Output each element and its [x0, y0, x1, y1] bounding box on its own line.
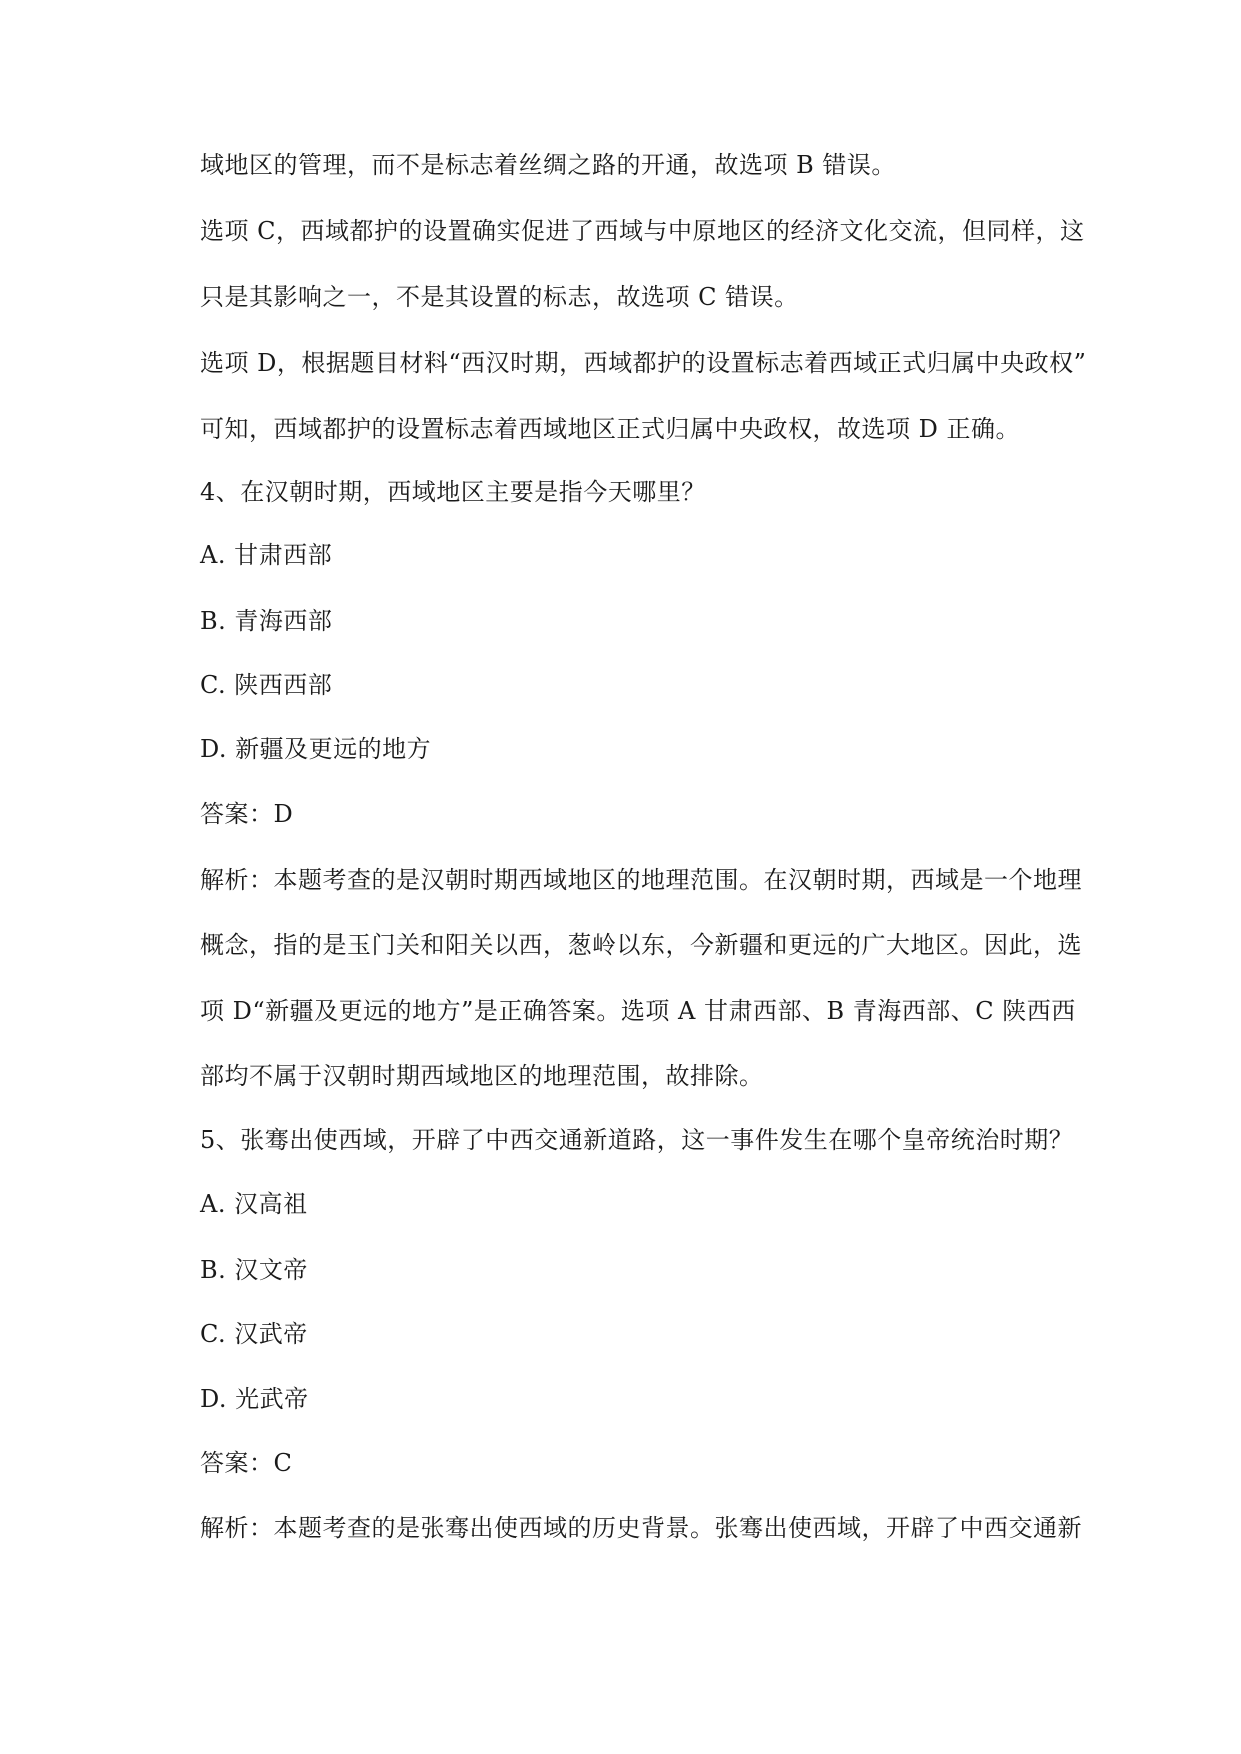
question-4-option-b: B. 青海西部: [200, 607, 333, 635]
question-4-analysis-line: 解析：本题考查的是汉朝时期西域地区的地理范围。在汉朝时期，西域是一个地理: [200, 866, 1082, 894]
question-4-option-a: A. 甘肃西部: [200, 541, 333, 569]
question-5-option-c: C. 汉武帝: [200, 1320, 308, 1348]
question-5-option-d: D. 光武帝: [200, 1385, 309, 1413]
question-5-answer: 答案：C: [200, 1449, 293, 1477]
question-5-analysis-line: 解析：本题考查的是张骞出使西域的历史背景。张骞出使西域，开辟了中西交通新: [200, 1514, 1082, 1542]
question-5-stem: 5、张骞出使西域，开辟了中西交通新道路，这一事件发生在哪个皇帝统治时期？: [200, 1126, 1074, 1154]
text-line: 选项 C，西域都护的设置确实促进了西域与中原地区的经济文化交流，但同样，这: [200, 217, 1085, 245]
question-5-option-b: B. 汉文帝: [200, 1256, 308, 1284]
question-5-option-a: A. 汉高祖: [200, 1190, 308, 1218]
question-4-answer: 答案：D: [200, 800, 294, 828]
text-line: 只是其影响之一，不是其设置的标志，故选项 C 错误。: [200, 283, 799, 311]
question-4-stem: 4、在汉朝时期，西域地区主要是指今天哪里？: [200, 478, 706, 506]
question-4-option-c: C. 陕西西部: [200, 671, 333, 699]
text-line: 可知，西域都护的设置标志着西域地区正式归属中央政权，故选项 D 正确。: [200, 415, 1020, 443]
question-4-option-d: D. 新疆及更远的地方: [200, 735, 432, 763]
text-line: 域地区的管理，而不是标志着丝绸之路的开通，故选项 B 错误。: [200, 151, 896, 179]
question-4-analysis-line: 概念，指的是玉门关和阳关以西，葱岭以东，今新疆和更远的广大地区。因此，选: [200, 931, 1082, 959]
question-4-analysis-line: 部均不属于汉朝时期西域地区的地理范围，故排除。: [200, 1062, 764, 1090]
text-line: 选项 D，根据题目材料“西汉时期，西域都护的设置标志着西域正式归属中央政权”: [200, 349, 1087, 377]
question-4-analysis-line: 项 D“新疆及更远的地方”是正确答案。选项 A 甘肃西部、B 青海西部、C 陕西西: [200, 997, 1076, 1025]
